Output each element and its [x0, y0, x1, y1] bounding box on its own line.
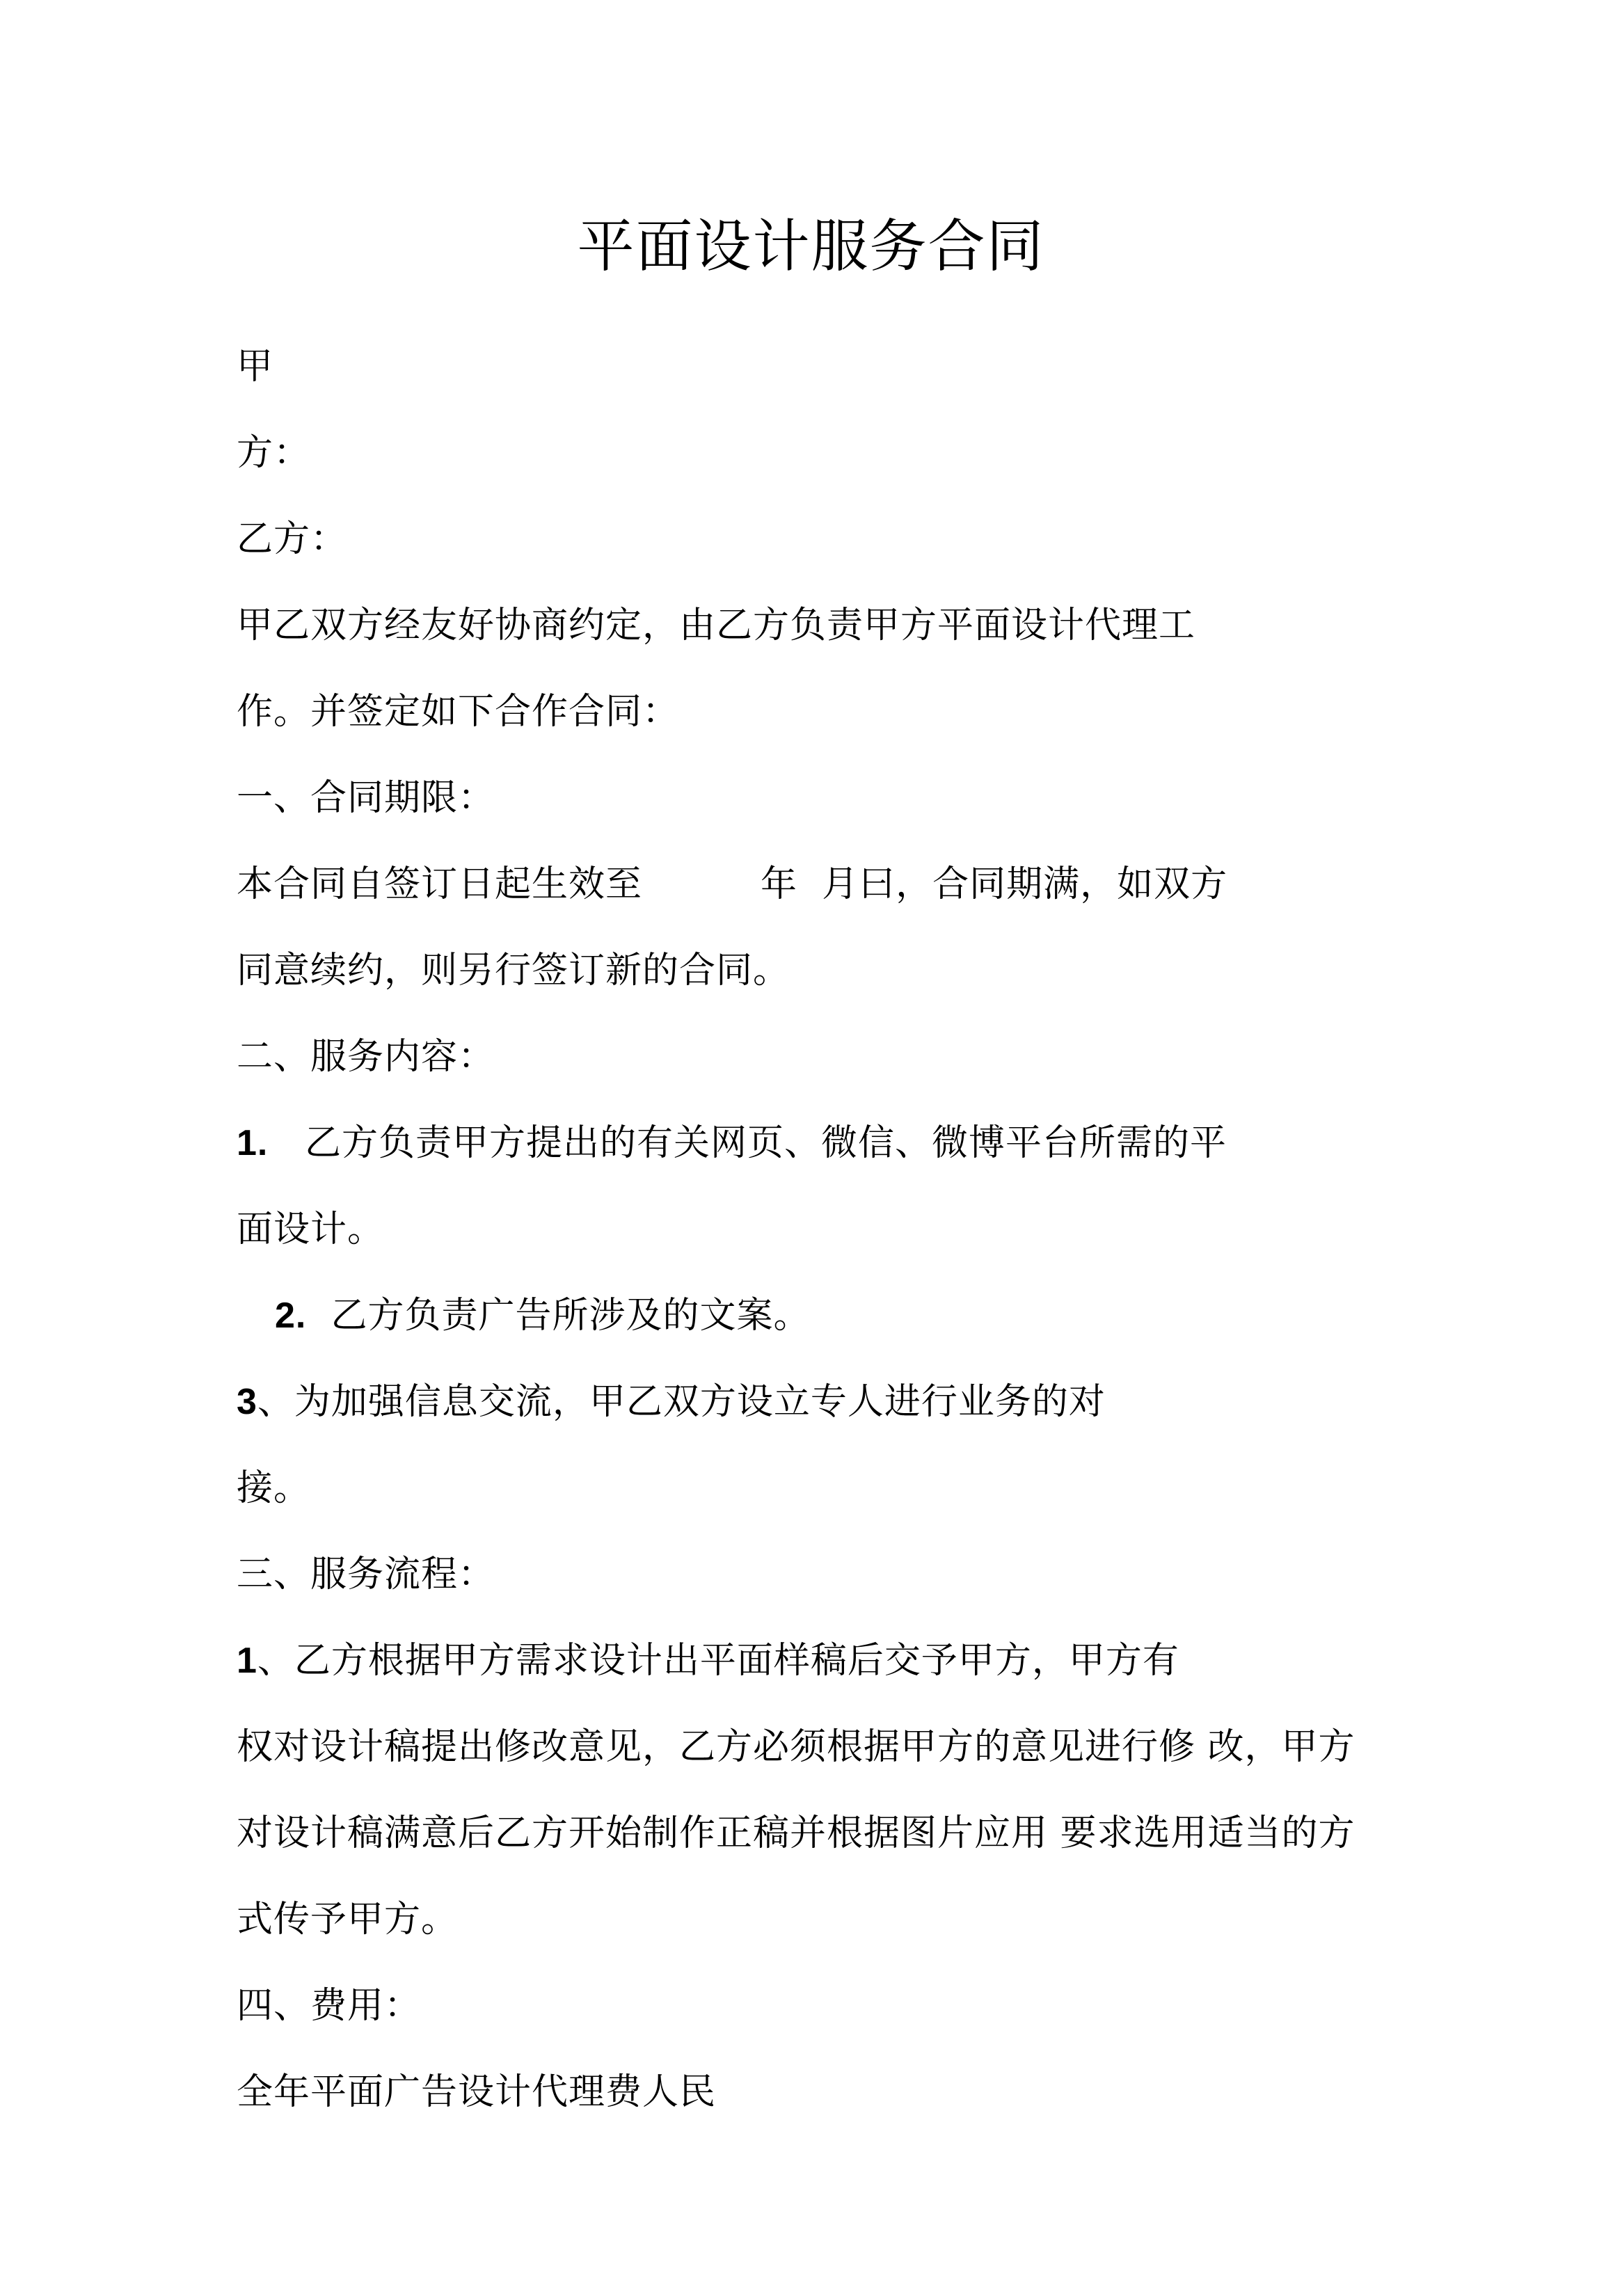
item-text: 、为加强信息交流，甲乙双方设立专人进行业务的对	[257, 1381, 1106, 1423]
party-a-label: 甲	[237, 346, 274, 388]
item-number: 2.	[275, 1296, 307, 1336]
section-4-line-1: 全年平面广告设计代理费人民	[237, 2071, 717, 2113]
item-text: 乙方负责甲方提出的有关网页、微信、微博平台所需的平	[304, 1122, 1227, 1164]
section-1-line-1-start: 本合同自签订日起生效至	[237, 863, 643, 905]
section-3-item-1	[237, 1636, 1179, 1685]
item-text: 乙方负责广告所涉及的文案。	[331, 1295, 811, 1337]
item-number: 1	[237, 1641, 257, 1681]
section-2-item-3-cont: 接。	[237, 1467, 311, 1509]
document-title: 平面设计服务合同	[577, 214, 1045, 280]
section-1-line-2: 同意续约，则另行签订新的合同。	[237, 950, 790, 991]
section-2-item-3	[237, 1378, 1106, 1426]
section-1-heading: 一、合同期限：	[237, 777, 495, 819]
section-1-line-1	[237, 860, 1227, 909]
item-number: 3	[237, 1382, 257, 1422]
section-3-heading: 三、服务流程：	[237, 1554, 495, 1595]
section-1-line-1-end: 年 月曰，合同期满，如双方	[761, 863, 1228, 905]
party-a-label-cont: 方：	[237, 432, 311, 474]
intro-paragraph-line-2: 作。并签定如下合作合同：	[237, 691, 680, 733]
section-3-item-1-cont-1: 权对设计稿提出修改意见，乙方必须根据甲方的意见进行修 改，甲方	[237, 1726, 1355, 1768]
section-2-item-1	[237, 1119, 1227, 1167]
intro-paragraph-line-1: 甲乙双方经友好协商约定，由乙方负责甲方平面设计代理工	[237, 605, 1196, 646]
section-3-item-1-cont-2: 对设计稿满意后乙方开始制作正稿并根据图片应用 要求选用适当的方	[237, 1812, 1355, 1854]
section-3-item-1-cont-3: 式传予甲方。	[237, 1899, 459, 1940]
section-2-item-1-cont: 面设计。	[237, 1209, 385, 1250]
section-2-heading: 二、服务内容：	[237, 1036, 495, 1078]
item-text: 、乙方根据甲方需求设计出平面样稿后交予甲方，甲方有	[257, 1640, 1179, 1682]
party-b-label: 乙方：	[237, 518, 348, 560]
section-4-heading: 四、费用：	[237, 1985, 422, 2027]
item-number: 1.	[237, 1123, 269, 1163]
section-2-item-2	[275, 1291, 810, 1340]
